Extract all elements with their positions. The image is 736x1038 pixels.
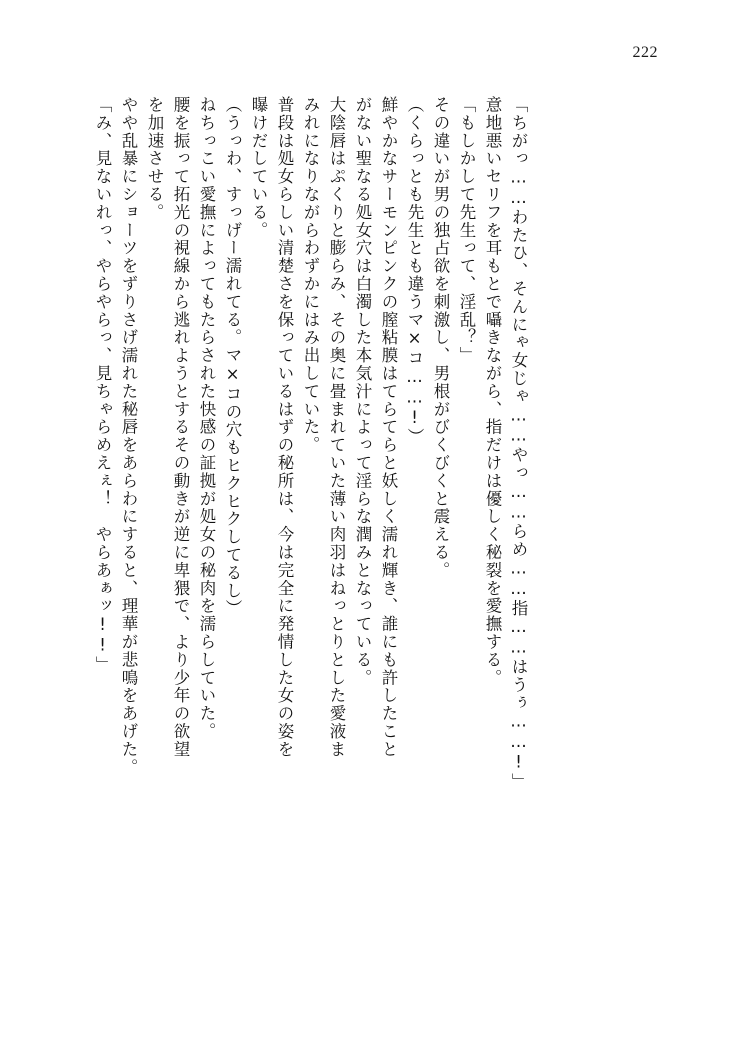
text-column: 鮮やかなサーモンピンクの膣粘膜はてらてらと妖しく濡れ輝き、誰にも許したこと xyxy=(379,96,398,759)
text-column: みれになりながらわずかにはみ出していた。 xyxy=(301,96,320,454)
text-column: （くらっとも先生とも違うマ×コ……!） xyxy=(405,96,424,447)
text-column: やや乱暴にショーツをずりさげ濡れた秘唇をあらわにすると、理華が悲鳴をあげた。 xyxy=(119,96,138,777)
text-column: を加速させる。 xyxy=(145,96,164,222)
text-column: 大陰唇はぷくりと膨らみ、その奥に畳まれていた薄い肉羽はねっとりとした愛液ま xyxy=(327,96,346,759)
text-column: 「ちがっ……わたひ、そんにゃ女じゃ……やっ……らめ……指……はうぅ……!」 xyxy=(509,96,528,791)
text-column: 曝けだしている。 xyxy=(249,96,268,240)
text-column: 「み、見ないれっ、やらやらっ、見ちゃらめえぇ！ やらあぁッ!!」 xyxy=(93,96,112,674)
text-column: 意地悪いセリフを耳もとで囁きながら、指だけは優しく秘裂を愛撫する。 xyxy=(483,96,502,687)
text-column: 「もしかして先生って、淫乱？」 xyxy=(457,96,476,365)
page-number: 222 xyxy=(632,44,658,61)
text-column: 腰を振って拓光の視線から逃れようとするその動きが逆に卑猥で、より少年の欲望 xyxy=(171,96,190,759)
text-column: 普段は処女らしい清楚さを保っているはずの秘所は、今は完全に発情した女の姿を xyxy=(275,96,294,759)
text-column: がない聖なる処女穴は白濁した本気汁によって淫らな潤みとなっている。 xyxy=(353,96,372,687)
text-column: その違いが男の独占欲を刺激し、男根がびくびくと震える。 xyxy=(431,96,450,580)
text-column: ねちっこい愛撫によってもたらされた快感の証拠が処女の秘肉を濡らしていた。 xyxy=(197,96,216,741)
vertical-text-block xyxy=(84,96,650,936)
text-column: （うっわ、すっげー濡れてる。マ×コの穴もヒクヒクしてるし） xyxy=(223,96,242,618)
